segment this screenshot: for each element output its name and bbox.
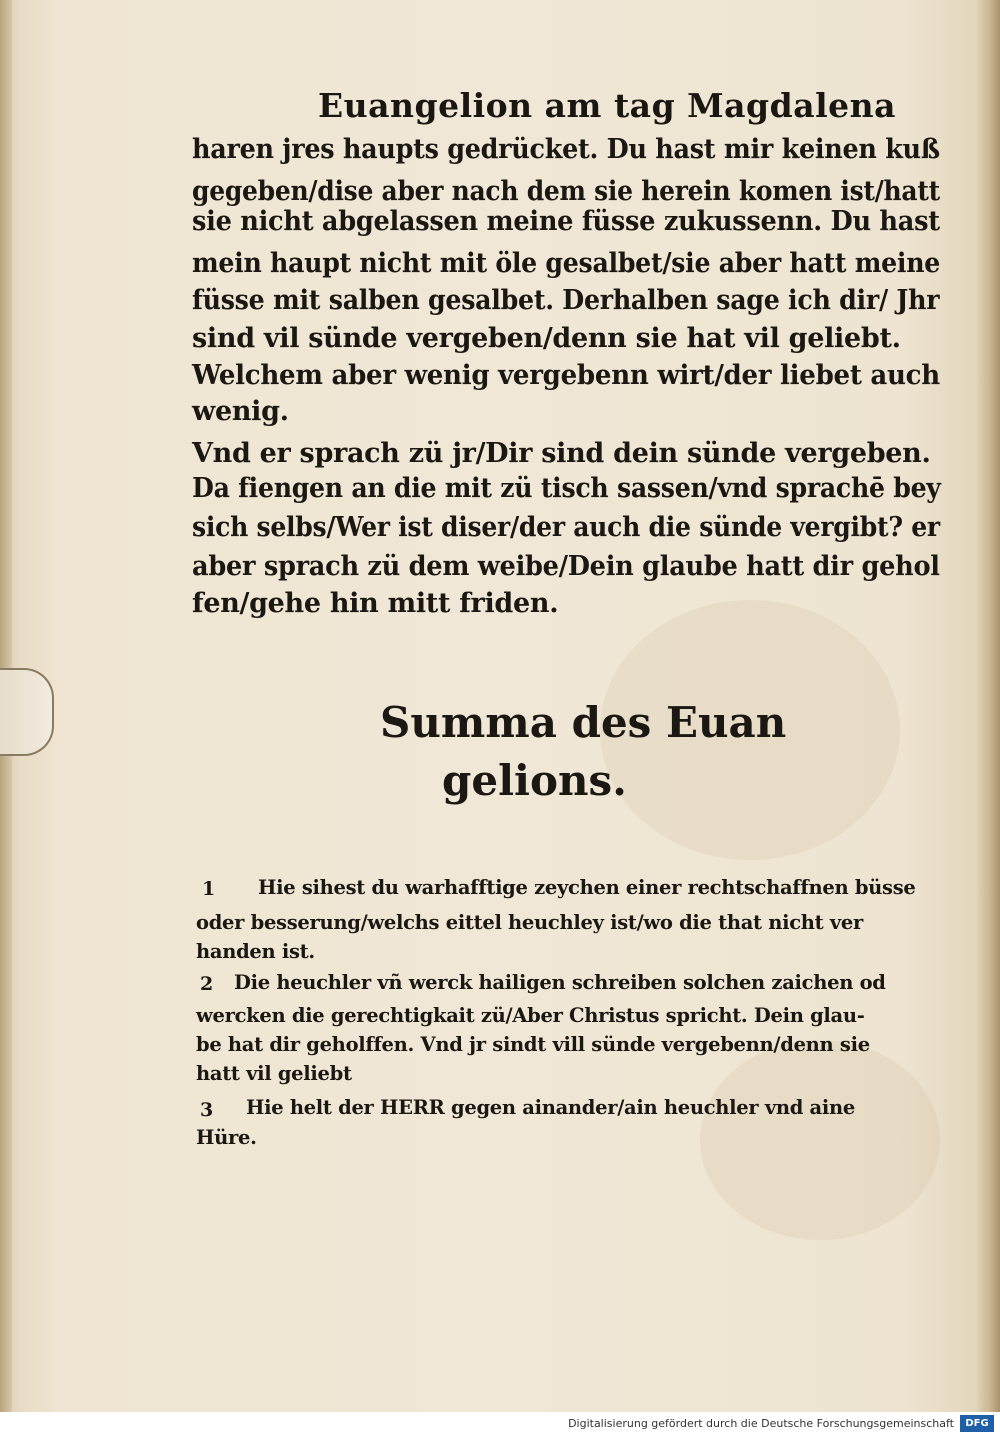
section-heading-continued: gelions.: [442, 756, 627, 805]
summary-line: handen ist.: [196, 940, 315, 963]
body-line: fen/gehe hin mitt friden.: [192, 588, 559, 619]
summary-line: oder besserung/welchs eittel heuchley ist/wo die that nicht ver: [196, 911, 863, 934]
summary-number: 3: [200, 1099, 214, 1121]
body-line: Vnd er sprach zü jr/Dir sind dein sünde vergeben.: [192, 438, 931, 469]
show-through-stain: [700, 1040, 940, 1240]
body-line: haren jres haupts gedrücket. Du hast mir keinen kuß: [192, 134, 940, 165]
body-line: wenig.: [192, 396, 289, 427]
running-title: Euangelion am tag Magdalena: [318, 86, 896, 125]
summary-line: Die heuchler vñ werck hailigen schreiben solchen zaichen od: [234, 971, 886, 994]
summary-line: be hat dir geholffen. Vnd jr sindt vill sünde vergebenn/denn sie: [196, 1033, 870, 1056]
summary-line: hatt vil geliebt: [196, 1062, 352, 1085]
body-line: mein haupt nicht mit öle gesalbet/sie aber hatt meine: [192, 248, 941, 279]
summary-line: Hie sihest du warhafftige zeychen einer rechtschaffnen büsse: [258, 876, 916, 899]
summary-number: 2: [200, 973, 214, 995]
section-heading: Summa des Euan: [380, 698, 787, 747]
summary-line: Hie helt der HERR gegen ainander/ain heuchler vnd aine: [246, 1096, 855, 1119]
body-line: aber sprach zü dem weibe/Dein glaube hatt dir gehol: [192, 551, 940, 582]
summary-line: Hüre.: [196, 1126, 257, 1149]
body-line: gegeben/dise aber nach dem sie herein komen ist/hatt: [192, 176, 940, 207]
summary-line: wercken die gerechtigkait zü/Aber Christus spricht. Dein glau-: [196, 1004, 865, 1027]
dfg-logo: DFG: [960, 1415, 994, 1432]
body-line: Welchem aber wenig vergebenn wirt/der liebet auch: [192, 360, 940, 391]
body-line: Da fiengen an die mit zü tisch sassen/vnd sprachē bey: [192, 473, 941, 504]
page-clip: [0, 668, 54, 756]
body-line: füsse mit salben gesalbet. Derhalben sage ich dir/ Jhr: [192, 285, 940, 316]
footer-credit: Digitalisierung gefördert durch die Deutsche Forschungsgemeinschaft: [568, 1417, 954, 1430]
body-line: sind vil sünde vergeben/denn sie hat vil geliebt.: [192, 323, 901, 354]
summary-number: 1: [202, 878, 216, 900]
body-line: sie nicht abgelassen meine füsse zukussenn. Du hast: [192, 206, 940, 237]
body-line: sich selbs/Wer ist diser/der auch die sünde vergibt? er: [192, 512, 940, 543]
footer-bar: [0, 1412, 1000, 1436]
